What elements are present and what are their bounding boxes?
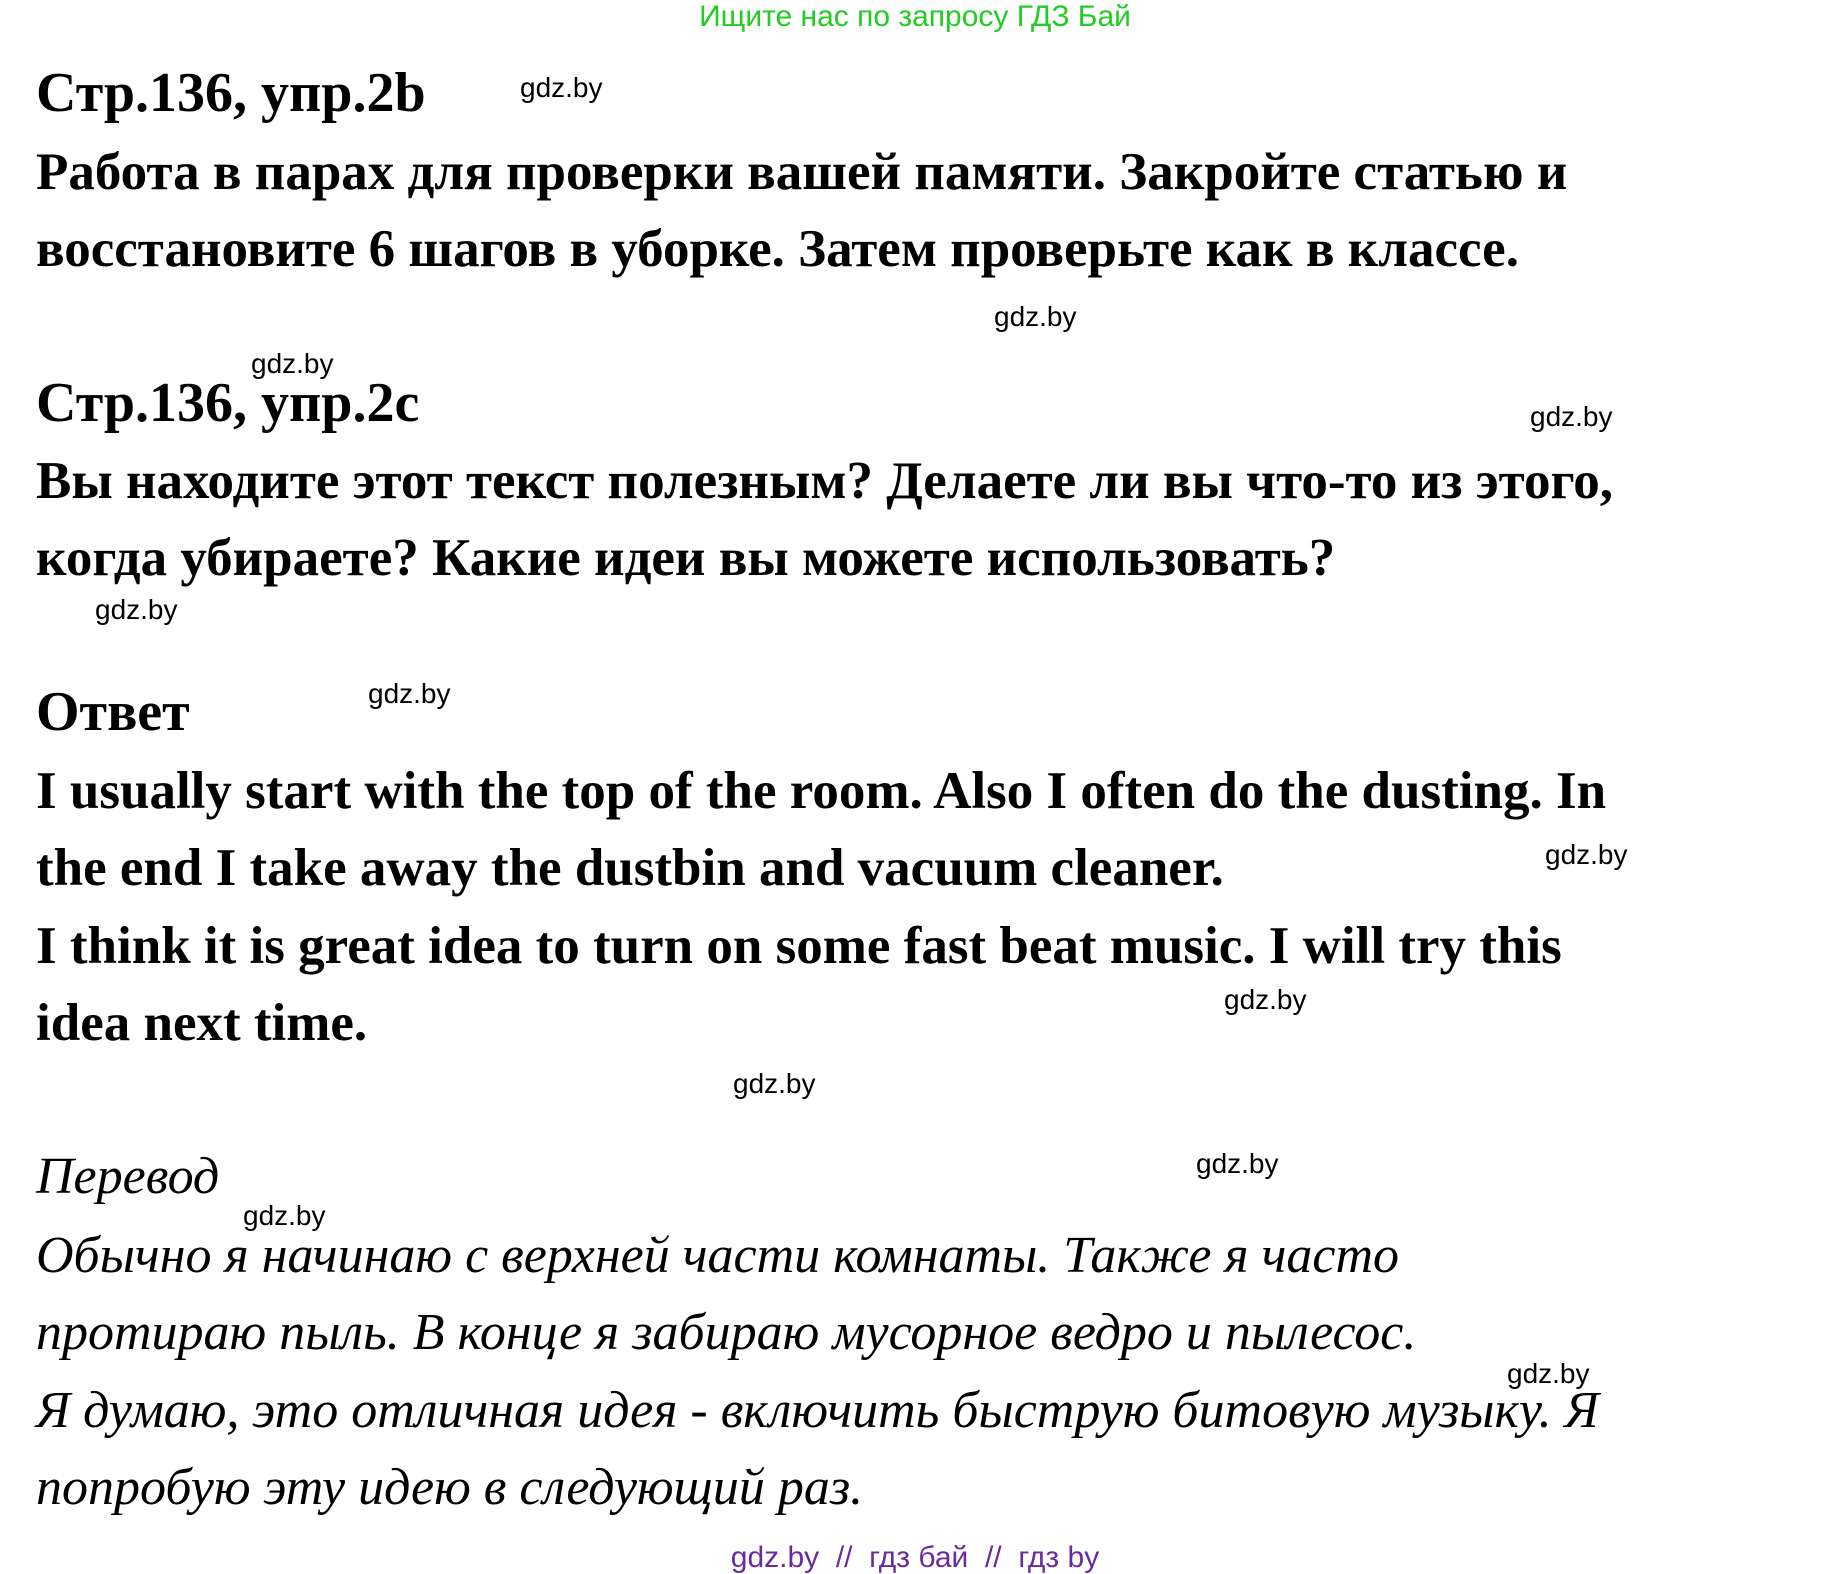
watermark: gdz.by: [1530, 401, 1613, 432]
search-banner: Ищите нас по запросу ГДЗ Бай: [699, 0, 1131, 33]
watermark: gdz.by: [1224, 984, 1307, 1015]
translation-heading: Перевод: [36, 1148, 220, 1205]
watermark: gdz.by: [520, 72, 603, 103]
watermark: gdz.by: [95, 594, 178, 625]
watermark: gdz.by: [1545, 839, 1628, 870]
exercise-heading-2b: Стр.136, упр.2b: [36, 62, 426, 124]
watermark: gdz.by: [733, 1068, 816, 1099]
exercise-text-line: Вы находите этот текст полезным? Делаете ли вы что-то из этого,: [36, 452, 1613, 510]
watermark: gdz.by: [251, 348, 334, 379]
watermark: gdz.by: [1196, 1148, 1279, 1179]
exercise-text-line: Работа в парах для проверки вашей памяти. Закройте статью и: [36, 143, 1568, 201]
footer-links: gdz.by // гдз бай // гдз by: [730, 1541, 1100, 1574]
translation-line: Я думаю, это отличная идея - включить быструю битовую музыку. Я: [36, 1382, 1599, 1439]
exercise-text-line: когда убираете? Какие идеи вы можете использовать?: [36, 529, 1336, 587]
translation-line: попробую эту идею в следующий раз.: [36, 1459, 864, 1516]
answer-line: I think it is great idea to turn on some fast beat music. I will try this: [36, 917, 1562, 975]
answer-line: idea next time.: [36, 994, 368, 1052]
exercise-heading-2c: Стр.136, упр.2c: [36, 372, 420, 434]
answer-line: the end I take away the dustbin and vacuum cleaner.: [36, 839, 1224, 897]
translation-line: Обычно я начинаю с верхней части комнаты. Также я часто: [36, 1227, 1400, 1284]
answer-line: I usually start with the top of the room. Also I often do the dusting. In: [36, 762, 1607, 820]
watermark: gdz.by: [1507, 1358, 1590, 1389]
translation-line: протираю пыль. В конце я забираю мусорное ведро и пылесос.: [36, 1304, 1417, 1361]
exercise-text-line: восстановите 6 шагов в уборке. Затем проверьте как в классе.: [36, 220, 1519, 278]
watermark: gdz.by: [994, 301, 1077, 332]
watermark: gdz.by: [243, 1200, 326, 1231]
answer-heading: Ответ: [36, 681, 190, 743]
watermark: gdz.by: [368, 678, 451, 709]
